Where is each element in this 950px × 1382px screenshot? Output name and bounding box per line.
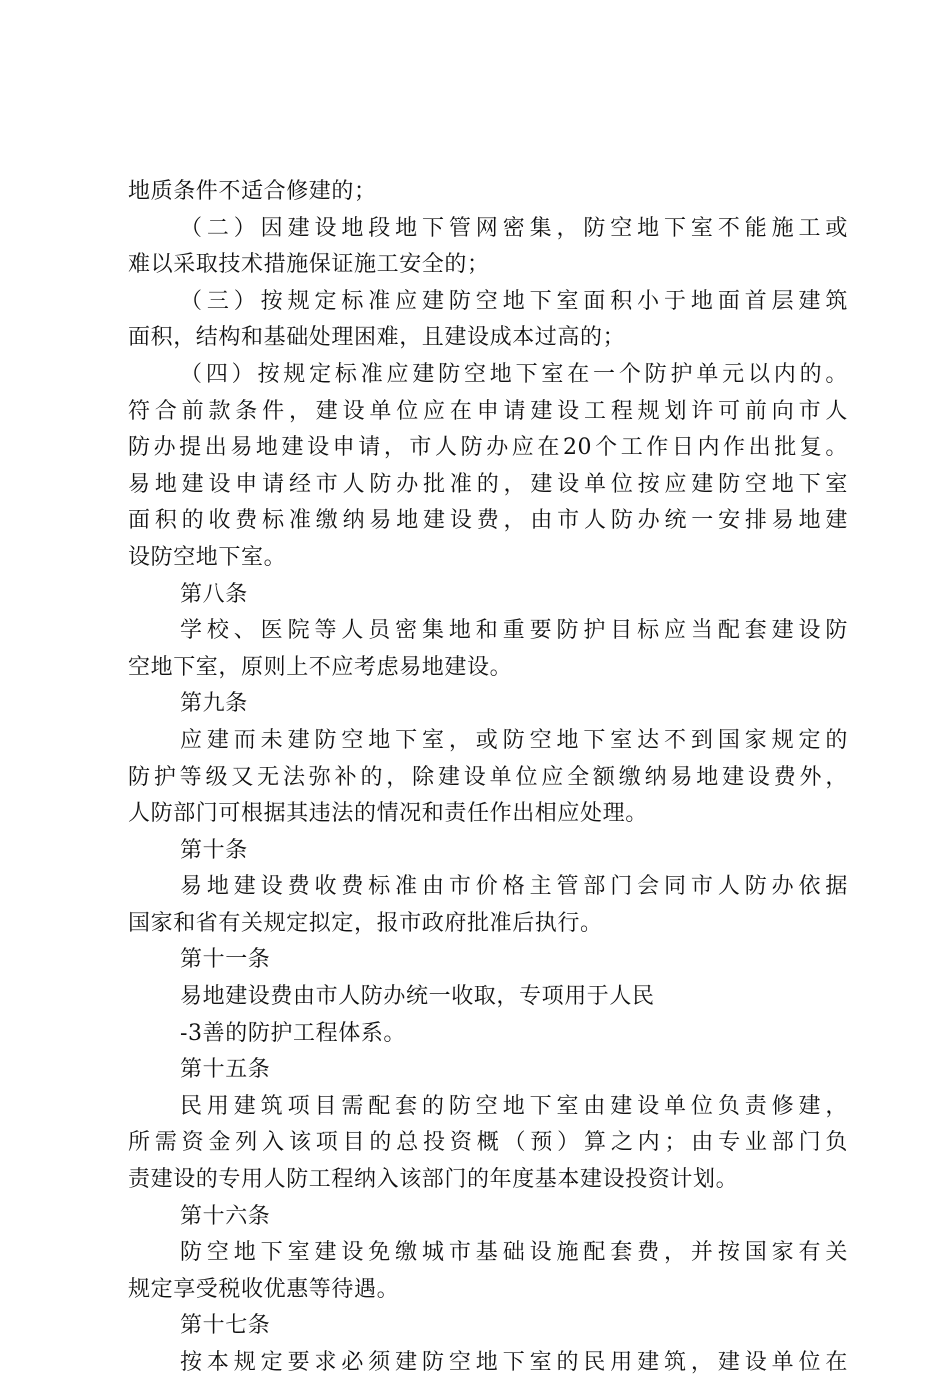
text-line: 防护等级又无法弥补的，除建设单位应全额缴纳易地建设费外， <box>128 764 848 790</box>
text-line: 学校、医院等人员密集地和重要防护目标应当配套建设防 <box>180 618 848 644</box>
text-line: 符合前款条件，建设单位应在申请建设工程规划许可前向市人 <box>128 398 848 424</box>
text-line: 易地建设申请经市人防办批准的，建设单位按应建防空地下室 <box>128 471 848 497</box>
article-heading: 第十五条 <box>180 1057 271 1083</box>
article-heading: 第十六条 <box>180 1203 271 1229</box>
text-line: -3善的防护工程体系。 <box>180 1020 407 1046</box>
article-heading: 第十条 <box>180 837 248 863</box>
text-line: 人防部门可根据其违法的情况和责任作出相应处理。 <box>128 801 648 827</box>
text-line: 规定享受税收优惠等待遇。 <box>128 1276 400 1302</box>
text-line: 面积，结构和基础处理困难，且建设成本过高的； <box>128 325 626 351</box>
text-line: 国家和省有关规定拟定，报市政府批准后执行。 <box>128 910 603 936</box>
text-line: 防办提出易地建设申请，市人防办应在20个工作日内作出批复。 <box>128 435 848 461</box>
text-line: （二）因建设地段地下管网密集，防空地下室不能施工或 <box>180 215 848 241</box>
text-line: 易地建设费由市人防办统一收取，专项用于人民 <box>180 984 655 1010</box>
text-line: 难以采取技术措施保证施工安全的； <box>128 252 490 278</box>
text-line: （三）按规定标准应建防空地下室面积小于地面首层建筑 <box>180 288 848 314</box>
text-line: 设防空地下室。 <box>128 544 287 570</box>
article-heading: 第九条 <box>180 691 248 717</box>
text-line: 应建而未建防空地下室，或防空地下室达不到国家规定的 <box>180 727 848 753</box>
article-heading: 第十一条 <box>180 947 271 973</box>
text-line: 民用建筑项目需配套的防空地下室由建设单位负责修建， <box>180 1093 848 1119</box>
text-line: 防空地下室建设免缴城市基础设施配套费，并按国家有关 <box>180 1240 848 1266</box>
text-line: 面积的收费标准缴纳易地建设费，由市人防办统一安排易地建 <box>128 508 848 534</box>
text-line: 地质条件不适合修建的； <box>128 179 377 204</box>
text-line: 责建设的专用人防工程纳入该部门的年度基本建设投资计划。 <box>128 1167 739 1193</box>
text-line: 按本规定要求必须建防空地下室的民用建筑，建设单位在 <box>180 1350 848 1375</box>
text-line: 易地建设费收费标准由市价格主管部门会同市人防办依据 <box>180 874 848 900</box>
text-line: （四）按规定标准应建防空地下室在一个防护单元以内的。 <box>180 361 848 387</box>
article-heading: 第十七条 <box>180 1313 271 1339</box>
article-heading: 第八条 <box>180 581 248 607</box>
text-line: 所需资金列入该项目的总投资概（预）算之内；由专业部门负 <box>128 1130 848 1156</box>
document-body <box>128 174 848 1382</box>
text-line: 空地下室，原则上不应考虑易地建设。 <box>128 654 513 680</box>
